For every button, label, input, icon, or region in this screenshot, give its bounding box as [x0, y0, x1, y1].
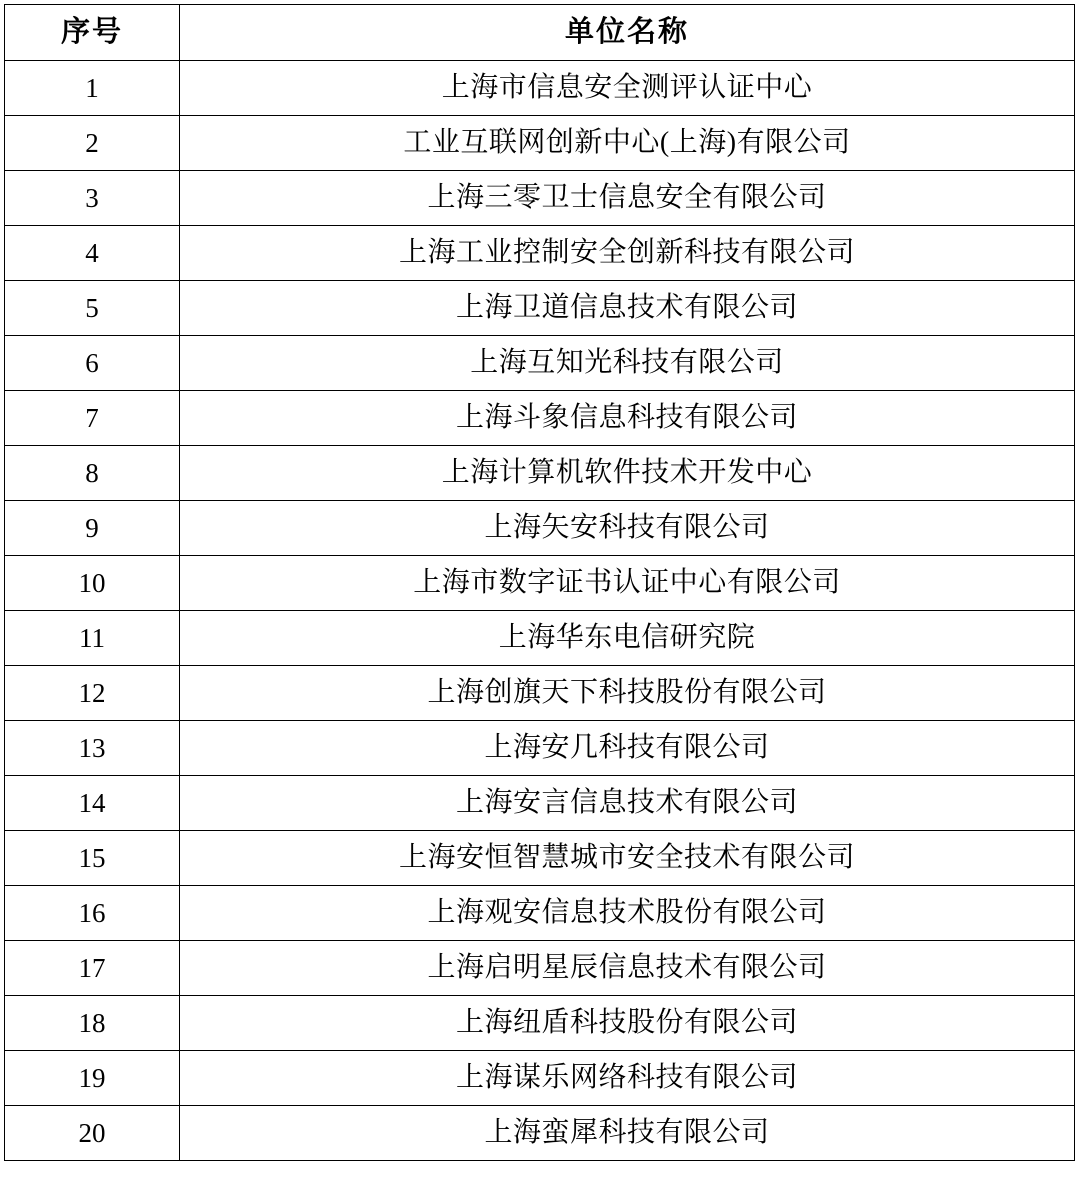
table-row: [5, 61, 1075, 116]
table-header-row: [5, 5, 1075, 61]
row-index: 12: [5, 666, 180, 721]
table-header: [5, 5, 1075, 61]
row-unit-name: 上海市数字证书认证中心有限公司: [180, 556, 1075, 611]
table-row: [5, 1051, 1075, 1106]
table-row: [5, 941, 1075, 996]
row-index: 5: [5, 281, 180, 336]
table-row: [5, 446, 1075, 501]
row-unit-name: 上海矢安科技有限公司: [180, 501, 1075, 556]
row-index: 8: [5, 446, 180, 501]
row-unit-name: 上海工业控制安全创新科技有限公司: [180, 226, 1075, 281]
unit-list-table: [4, 4, 1075, 1161]
row-index: 15: [5, 831, 180, 886]
table-body: [5, 61, 1075, 1161]
row-unit-name: 上海三零卫士信息安全有限公司: [180, 171, 1075, 226]
row-unit-name: 上海计算机软件技术开发中心: [180, 446, 1075, 501]
table-row: [5, 996, 1075, 1051]
table-row: [5, 721, 1075, 776]
row-index: 2: [5, 116, 180, 171]
table-row: [5, 556, 1075, 611]
row-index: 7: [5, 391, 180, 446]
row-index: 19: [5, 1051, 180, 1106]
row-unit-name: 上海启明星辰信息技术有限公司: [180, 941, 1075, 996]
row-index: 9: [5, 501, 180, 556]
row-index: 14: [5, 776, 180, 831]
table-row: [5, 666, 1075, 721]
row-unit-name: 上海谋乐网络科技有限公司: [180, 1051, 1075, 1106]
row-index: 4: [5, 226, 180, 281]
row-unit-name: 上海创旗天下科技股份有限公司: [180, 666, 1075, 721]
table-row: [5, 501, 1075, 556]
row-unit-name: 上海观安信息技术股份有限公司: [180, 886, 1075, 941]
table-row: [5, 116, 1075, 171]
row-unit-name: 上海互知光科技有限公司: [180, 336, 1075, 391]
row-index: 13: [5, 721, 180, 776]
table-row: [5, 886, 1075, 941]
row-index: 1: [5, 61, 180, 116]
table-row: [5, 281, 1075, 336]
row-unit-name: 工业互联网创新中心(上海)有限公司: [180, 116, 1075, 171]
row-unit-name: 上海市信息安全测评认证中心: [180, 61, 1075, 116]
row-index: 20: [5, 1106, 180, 1161]
row-index: 18: [5, 996, 180, 1051]
column-header-name: 单位名称: [180, 5, 1075, 61]
row-unit-name: 上海纽盾科技股份有限公司: [180, 996, 1075, 1051]
row-index: 6: [5, 336, 180, 391]
table-row: [5, 776, 1075, 831]
row-unit-name: 上海斗象信息科技有限公司: [180, 391, 1075, 446]
row-unit-name: 上海安言信息技术有限公司: [180, 776, 1075, 831]
row-index: 16: [5, 886, 180, 941]
row-index: 11: [5, 611, 180, 666]
row-index: 17: [5, 941, 180, 996]
row-unit-name: 上海蛮犀科技有限公司: [180, 1106, 1075, 1161]
row-index: 3: [5, 171, 180, 226]
table-row: [5, 391, 1075, 446]
row-unit-name: 上海安几科技有限公司: [180, 721, 1075, 776]
column-header-index: 序号: [5, 5, 180, 61]
row-unit-name: 上海华东电信研究院: [180, 611, 1075, 666]
row-unit-name: 上海安恒智慧城市安全技术有限公司: [180, 831, 1075, 886]
table-row: [5, 611, 1075, 666]
table-row: [5, 831, 1075, 886]
row-unit-name: 上海卫道信息技术有限公司: [180, 281, 1075, 336]
table-row: [5, 226, 1075, 281]
table-row: [5, 336, 1075, 391]
table-row: [5, 171, 1075, 226]
row-index: 10: [5, 556, 180, 611]
table-row: [5, 1106, 1075, 1161]
